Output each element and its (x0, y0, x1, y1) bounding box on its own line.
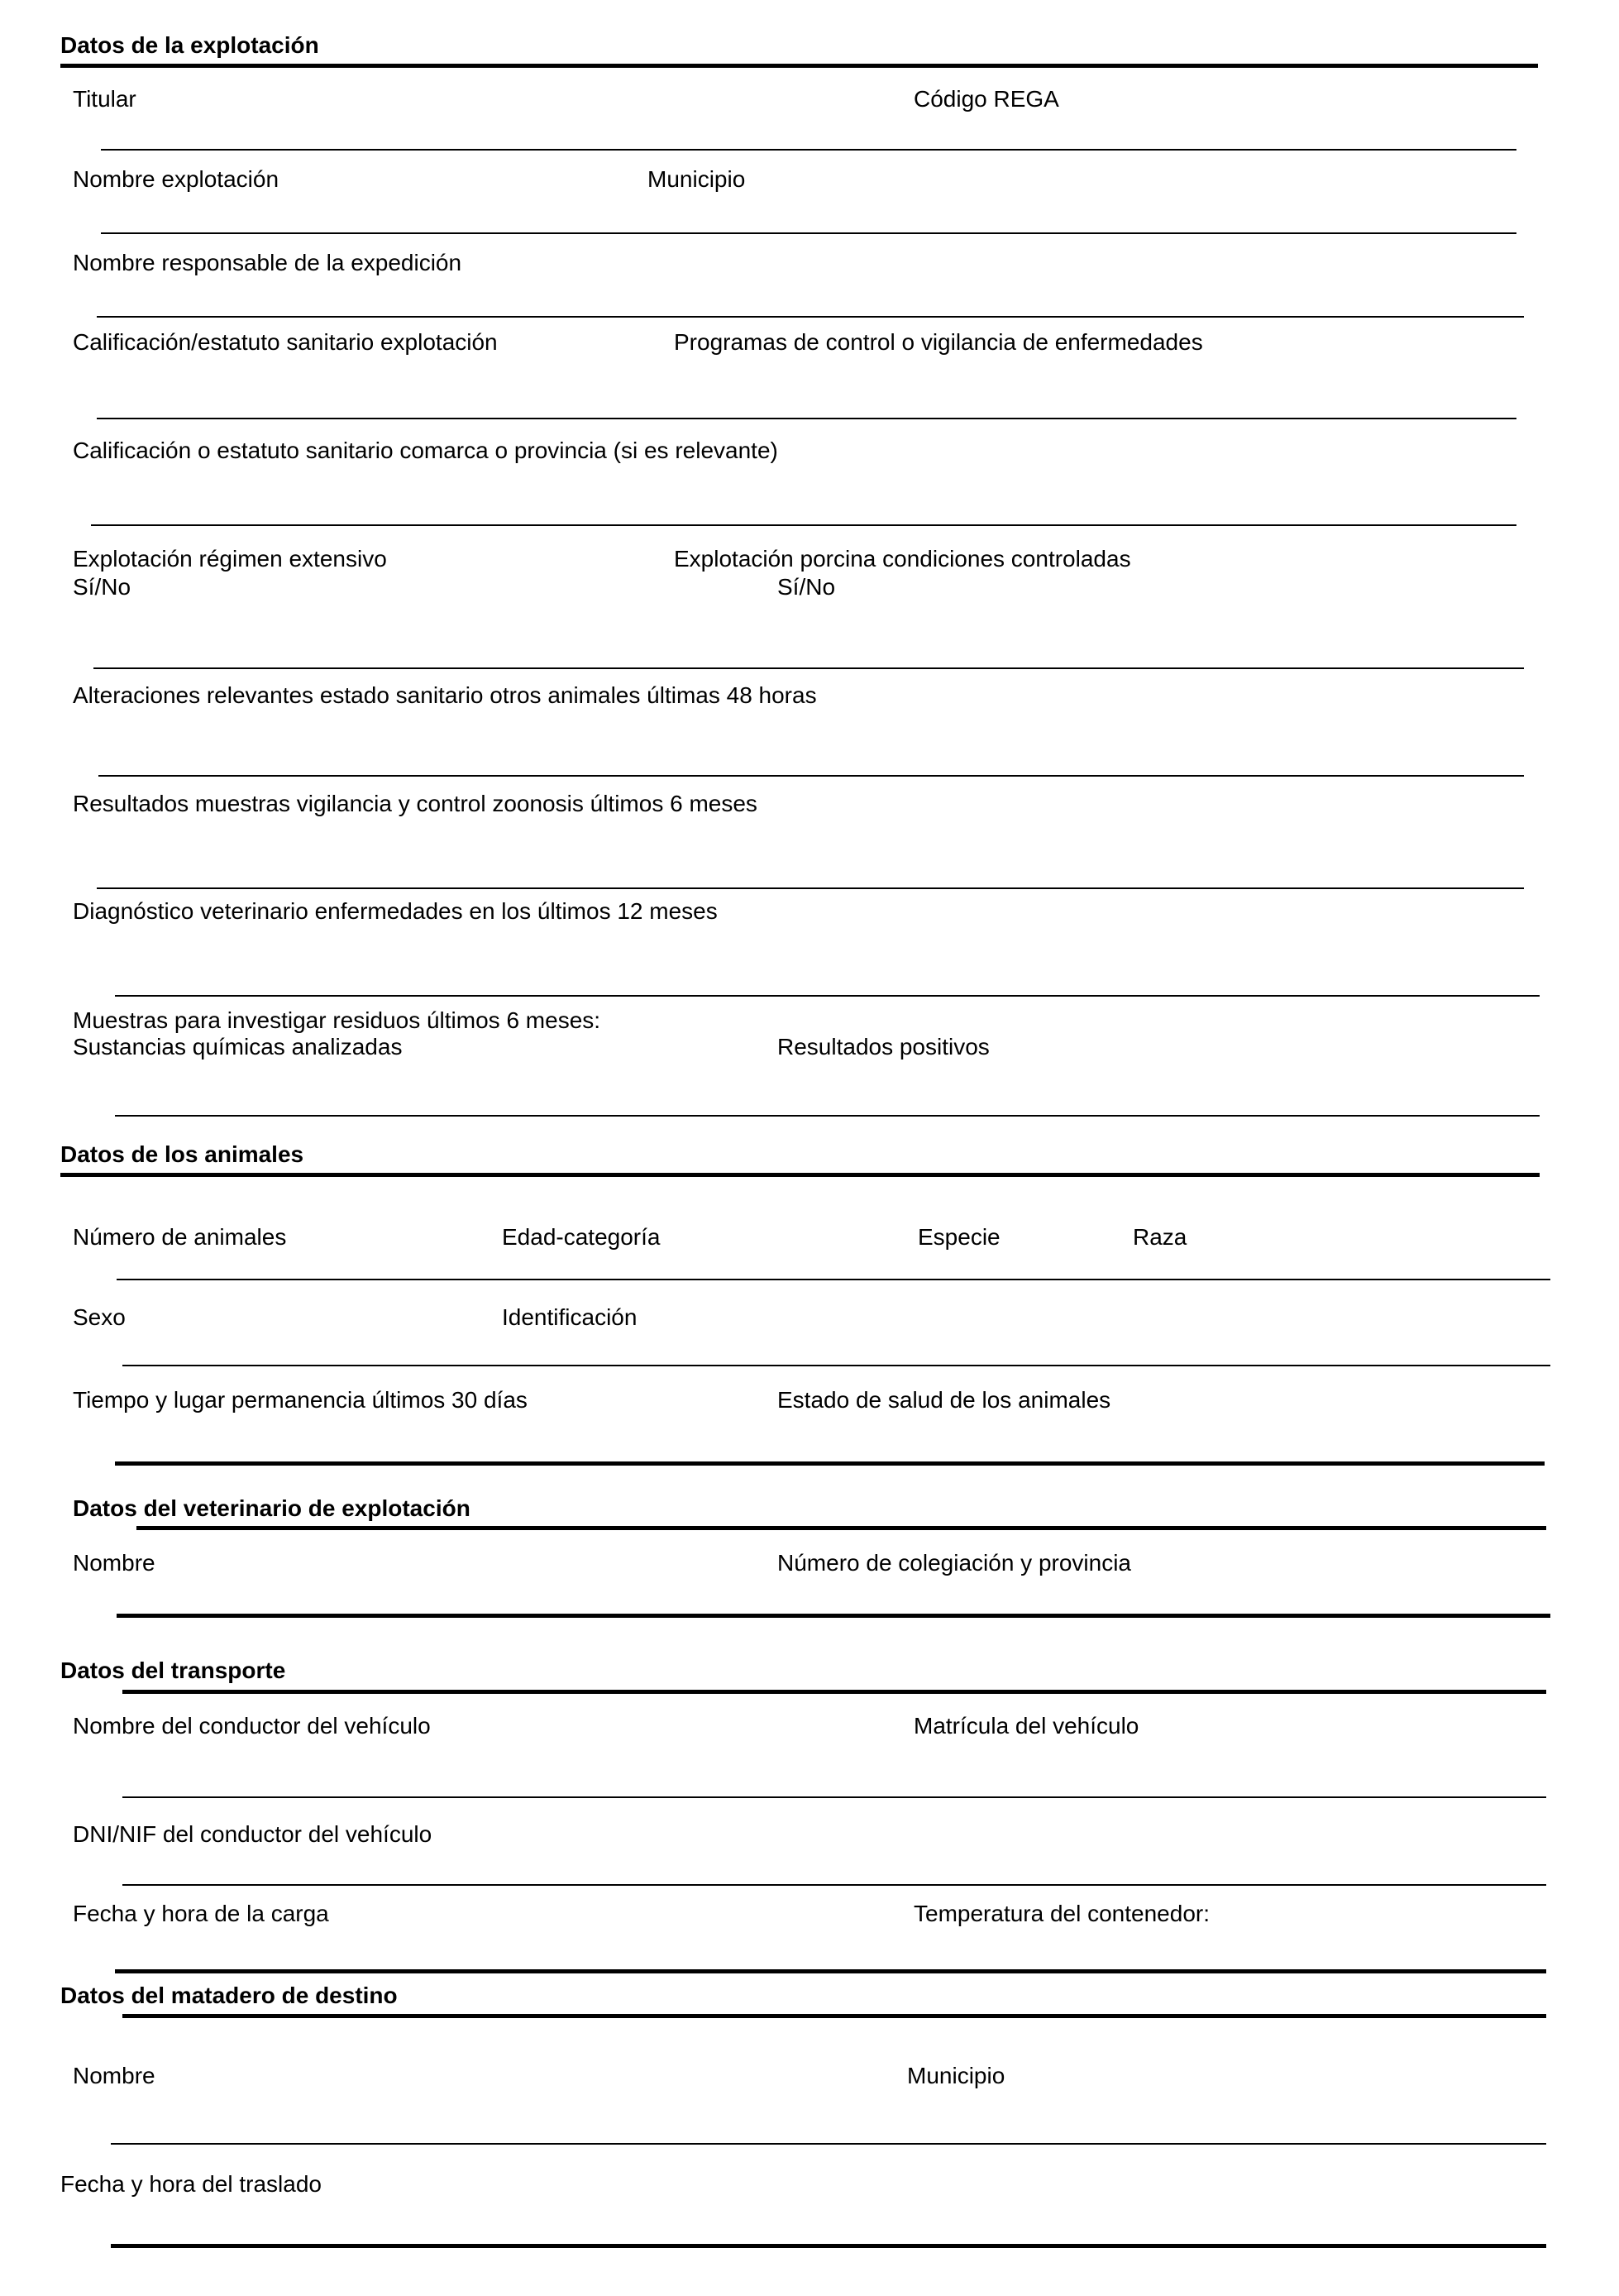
field-label-responsable-expedicion: Nombre responsable de la expedición (73, 250, 462, 275)
fill-line[interactable] (122, 1365, 1550, 1366)
field-label-temperatura: Temperatura del contenedor: (914, 1901, 1210, 1926)
field-options-regimen-extensivo: Sí/No (73, 574, 131, 600)
fill-line[interactable] (115, 995, 1540, 997)
fill-line[interactable] (115, 1969, 1546, 1973)
field-label-sexo: Sexo (73, 1304, 126, 1330)
field-label-regimen-extensivo: Explotación régimen extensivo (73, 546, 387, 572)
fill-line[interactable] (97, 887, 1524, 889)
field-label-nombre-explotacion: Nombre explotación (73, 166, 279, 192)
field-label-nombre-veterinario: Nombre (73, 1550, 155, 1576)
field-label-diagnostico: Diagnóstico veterinario enfermedades en los últimos 12 meses (73, 898, 718, 924)
field-label-calificacion-comarca: Calificación o estatuto sanitario comarca o provincia (si es relevante) (73, 438, 778, 463)
field-label-tiempo-lugar: Tiempo y lugar permanencia últimos 30 días (73, 1387, 528, 1413)
fill-line[interactable] (115, 1461, 1545, 1466)
fill-line[interactable] (122, 1796, 1546, 1798)
field-label-especie: Especie (918, 1224, 1001, 1250)
section-heading-matadero: Datos del matadero de destino (60, 1983, 398, 2008)
fill-line[interactable] (97, 418, 1516, 419)
field-label-resultados-zoonosis: Resultados muestras vigilancia y control zoonosis últimos 6 meses (73, 791, 757, 816)
field-label-numero-animales: Número de animales (73, 1224, 287, 1250)
field-label-alteraciones: Alteraciones relevantes estado sanitario otros animales últimas 48 horas (73, 682, 817, 708)
fill-line[interactable] (117, 1279, 1550, 1280)
fill-line[interactable] (97, 316, 1524, 318)
field-label-titular: Titular (73, 86, 136, 112)
field-label-estado-salud: Estado de salud de los animales (777, 1387, 1111, 1413)
section-heading-animales: Datos de los animales (60, 1141, 304, 1167)
fill-line[interactable] (122, 1884, 1546, 1886)
field-label-matricula: Matrícula del vehículo (914, 1713, 1139, 1739)
field-label-porcina-controladas: Explotación porcina condiciones controladas (674, 546, 1131, 572)
fill-line[interactable] (115, 1115, 1540, 1117)
fill-line[interactable] (111, 2143, 1546, 2145)
field-options-porcina-controladas: Sí/No (777, 574, 836, 600)
field-label-conductor: Nombre del conductor del vehículo (73, 1713, 431, 1739)
fill-line[interactable] (91, 524, 1516, 526)
section-heading-transporte: Datos del transporte (60, 1657, 286, 1683)
field-label-colegiacion: Número de colegiación y provincia (777, 1550, 1131, 1576)
field-label-edad-categoria: Edad-categoría (502, 1224, 661, 1250)
fill-line[interactable] (98, 775, 1524, 777)
field-label-fecha-carga: Fecha y hora de la carga (73, 1901, 329, 1926)
fill-line[interactable] (111, 2244, 1546, 2248)
field-label-codigo-rega: Código REGA (914, 86, 1059, 112)
section-rule (60, 1173, 1540, 1177)
field-label-calificacion-explotacion: Calificación/estatuto sanitario explotación (73, 329, 498, 355)
field-label-raza: Raza (1133, 1224, 1187, 1250)
field-label-muestras-residuos: Muestras para investigar residuos últimos 6 meses: (73, 1007, 601, 1033)
field-label-programas-control: Programas de control o vigilancia de enfermedades (674, 329, 1203, 355)
field-label-dni: DNI/NIF del conductor del vehículo (73, 1821, 432, 1847)
section-rule (122, 1690, 1546, 1694)
field-label-nombre-matadero: Nombre (73, 2063, 155, 2088)
fill-line[interactable] (117, 1614, 1550, 1618)
section-rule (136, 1526, 1546, 1530)
field-label-identificacion: Identificación (502, 1304, 638, 1330)
fill-line[interactable] (101, 232, 1516, 234)
field-label-fecha-traslado: Fecha y hora del traslado (60, 2171, 322, 2197)
section-heading-explotacion: Datos de la explotación (60, 32, 319, 58)
fill-line[interactable] (93, 667, 1524, 669)
field-label-sustancias: Sustancias químicas analizadas (73, 1034, 403, 1060)
field-label-municipio: Municipio (647, 166, 746, 192)
field-label-municipio-matadero: Municipio (907, 2063, 1005, 2088)
section-rule (122, 2014, 1546, 2018)
section-rule (60, 64, 1538, 68)
section-heading-veterinario: Datos del veterinario de explotación (73, 1495, 470, 1521)
field-label-resultados-positivos: Resultados positivos (777, 1034, 990, 1060)
fill-line[interactable] (101, 149, 1516, 151)
